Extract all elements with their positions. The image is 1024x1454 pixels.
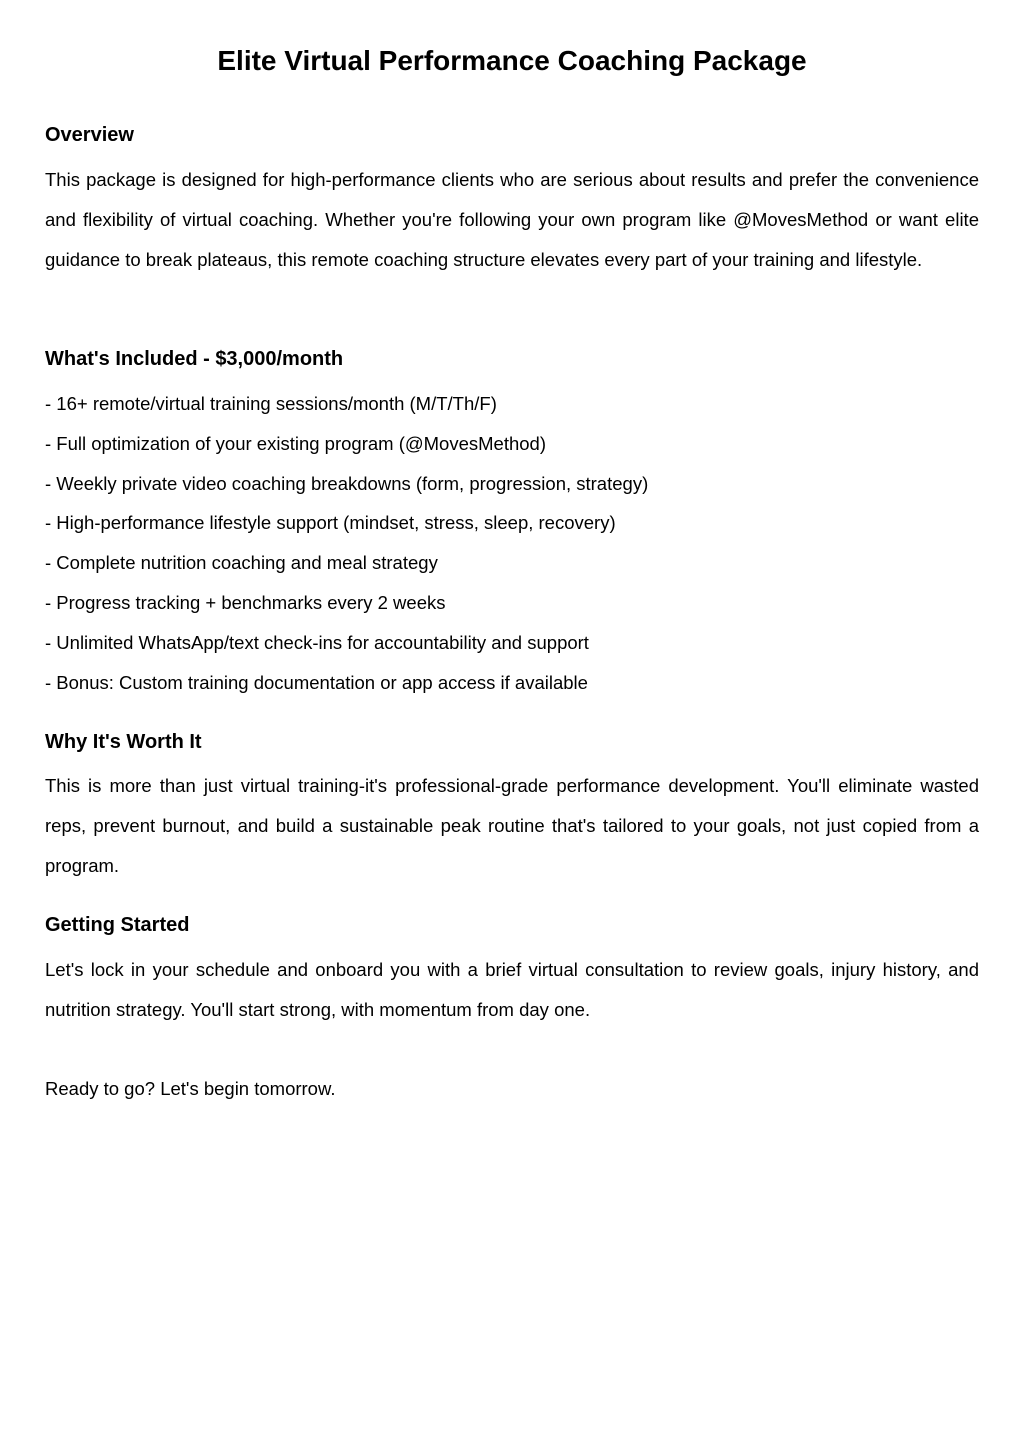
list-item: - Complete nutrition coaching and meal strategy [45, 552, 438, 574]
list-item: - Full optimization of your existing program (@MovesMethod) [45, 432, 546, 454]
overview-heading: Overview [45, 124, 134, 146]
overview-paragraph: This package is designed for high-performance clients who are serious about results and prefer the convenience and flexibility of virtual coaching. Whether you're following your own program like @MovesMethod or want elite guidance to break plateaus, this remote coaching structure elevates every part of your training and lifestyle. [45, 169, 979, 270]
getting-started-heading: Getting Started [45, 914, 190, 936]
list-item: - Weekly private video coaching breakdowns (form, progression, strategy) [45, 472, 649, 494]
list-item: - Unlimited WhatsApp/text check-ins for accountability and support [45, 631, 589, 653]
list-item: - Bonus: Custom training documentation or app access if available [45, 671, 588, 693]
closing-line: Ready to go? Let's begin tomorrow. [45, 1078, 336, 1099]
included-list [45, 384, 979, 702]
worth-heading: Why It's Worth It [45, 731, 202, 753]
included-heading: What's Included - $3,000/month [45, 348, 344, 370]
document-title: Elite Virtual Performance Coaching Package [217, 45, 807, 76]
list-item: - Progress tracking + benchmarks every 2 weeks [45, 591, 446, 613]
getting-started-paragraph: Let's lock in your schedule and onboard you with a brief virtual consultation to review goals, injury history, and nutrition strategy. You'll start strong, with momentum from day one. [45, 959, 979, 1020]
worth-paragraph: This is more than just virtual training-it's professional-grade performance development. You'll eliminate wasted reps, prevent burnout, and build a sustainable peak routine that's tailored to your goals, not just copied from a program. [45, 775, 979, 876]
list-item: - 16+ remote/virtual training sessions/month (M/T/Th/F) [45, 393, 497, 414]
list-item: - High-performance lifestyle support (mindset, stress, sleep, recovery) [45, 512, 616, 534]
